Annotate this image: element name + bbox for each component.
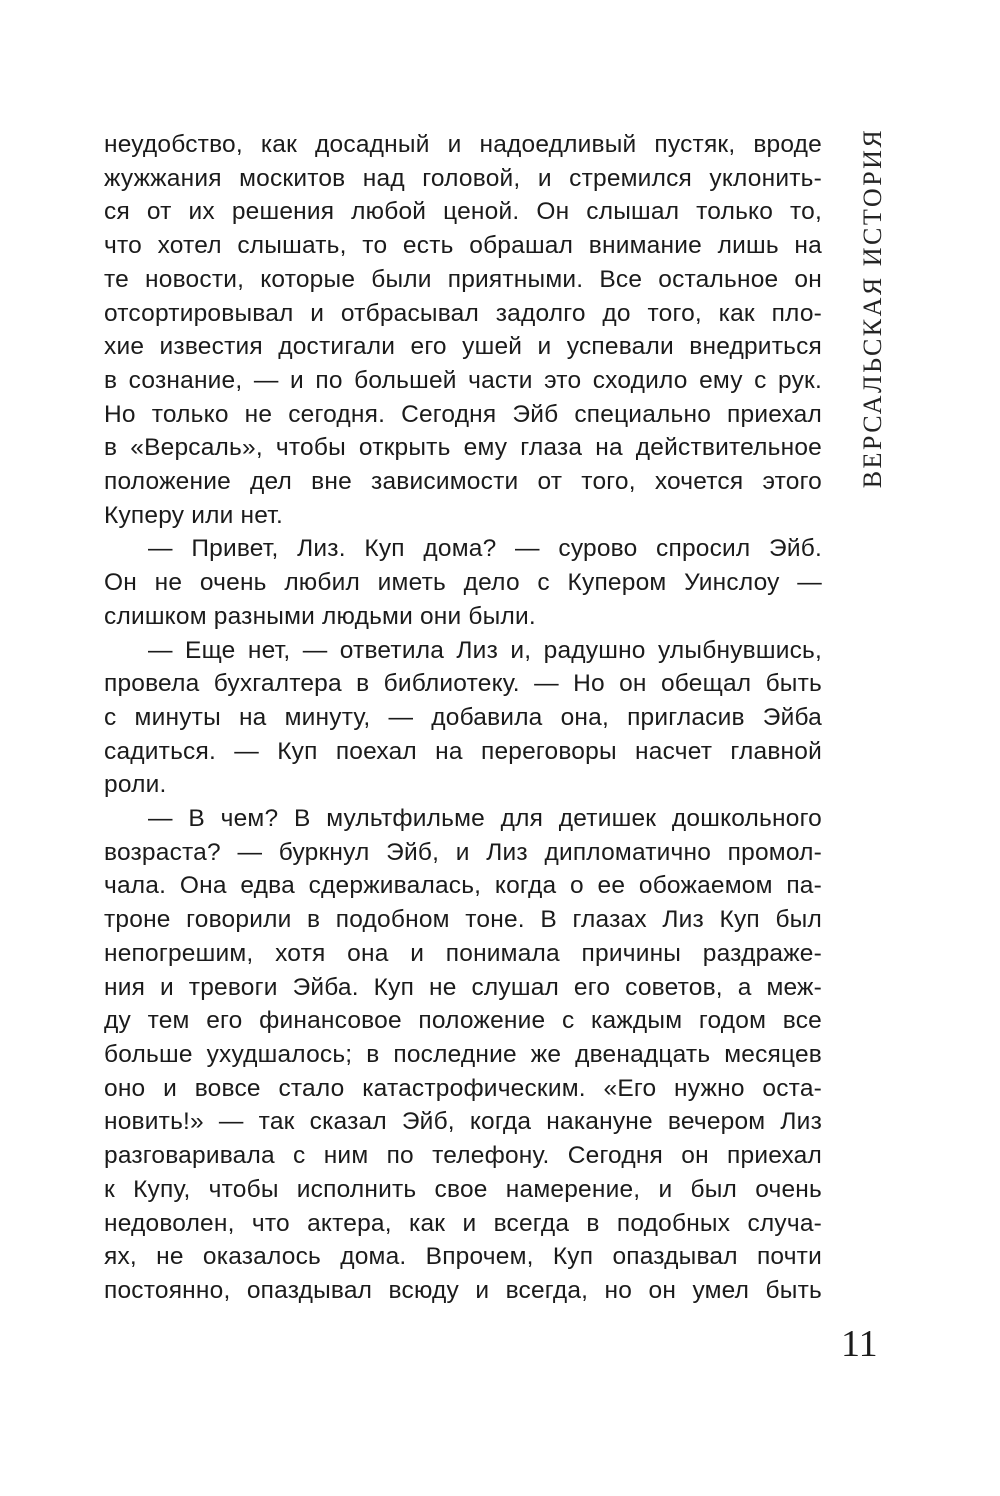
text-line: непогрешим, хотя она и понимала причины раздраже- xyxy=(104,939,822,967)
text-line: к Купу, чтобы исполнить свое намерение, и был очень xyxy=(104,1175,822,1203)
text-line: Он не очень любил иметь дело с Купером Уинслоу — xyxy=(104,569,822,597)
text-line: чала. Она едва сдерживалась, когда о ее обожаемом па- xyxy=(104,872,822,900)
paragraph xyxy=(104,802,822,1308)
text-line: роли. xyxy=(104,771,167,799)
text-line: — Привет, Лиз. Куп дома? — сурово спросил Эйб. xyxy=(148,535,822,563)
text-line: — Еще нет, — ответила Лиз и, радушно улыбнувшись, xyxy=(148,636,822,664)
text-line: слишком разными людьми они были. xyxy=(104,602,536,630)
text-line: новить!» — так сказал Эйб, когда накануне вечером Лиз xyxy=(104,1108,822,1136)
text-line: Но только не сегодня. Сегодня Эйб специально приехал xyxy=(104,400,822,428)
text-line: троне говорили в подобном тоне. В глазах Лиз Куп был xyxy=(104,906,822,934)
text-line: с минуты на минуту, — добавила она, пригласив Эйба xyxy=(104,703,822,731)
text-line: хие известия достигали его ушей и успевали внедриться xyxy=(104,333,822,361)
text-line: неудобство, как досадный и надоедливый пустяк, вроде xyxy=(104,131,822,158)
text-line: жужжания москитов над головой, и стремился уклонить- xyxy=(104,164,822,192)
text-line: больше ухудшалось; в последние же двенадцать месяцев xyxy=(104,1040,822,1068)
text-line: постоянно, опаздывал всюду и всегда, но он умел быть xyxy=(104,1276,822,1304)
running-title: ВЕРСАЛЬСКАЯ ИСТОРИЯ xyxy=(858,127,887,489)
paragraph xyxy=(104,128,822,532)
text-line: что хотел слышать, то есть обрашал внимание лишь на xyxy=(104,232,822,260)
text-line: ях, не оказалось дома. Впрочем, Куп опаздывал почти xyxy=(104,1243,822,1271)
text-line: ния и тревоги Эйба. Куп не слушал его советов, а меж- xyxy=(104,973,822,1001)
text-line: садиться. — Куп поехал на переговоры насчет главной xyxy=(104,737,822,765)
text-line: ся от их решения любой ценой. Он слышал только то, xyxy=(104,198,822,226)
text-line: недоволен, что актера, как и всегда в подобных случа- xyxy=(104,1209,822,1237)
text-line: отсортировывал и отбрасывал задолго до того, как пло- xyxy=(104,299,822,327)
text-line: ду тем его финансовое положение с каждым годом все xyxy=(104,1007,822,1035)
page-number: 11 xyxy=(841,1323,878,1365)
text-line: провела бухгалтера в библиотеку. — Но он обещал быть xyxy=(104,670,822,698)
text-line: в сознание, — и по большей части это сходило ему с рук. xyxy=(104,366,822,394)
text-line: в «Версаль», чтобы открыть ему глаза на действительное xyxy=(104,434,822,462)
text-line: возраста? — буркнул Эйб, и Лиз дипломатично промол- xyxy=(104,838,822,866)
text-line: Куперу или нет. xyxy=(104,501,283,529)
text-line: разговаривала с ним по телефону. Сегодня он приехал xyxy=(104,1142,822,1170)
paragraph xyxy=(104,634,822,803)
text-line: оно и вовсе стало катастрофическим. «Его нужно оста- xyxy=(104,1074,822,1102)
text-line: те новости, которые были приятными. Все остальное он xyxy=(104,265,822,293)
text-line: — В чем? В мультфильме для детишек дошкольного xyxy=(148,805,822,833)
text-line: положение дел вне зависимости от того, хочется этого xyxy=(104,468,822,496)
paragraph xyxy=(104,532,822,633)
text-block xyxy=(104,128,822,1308)
